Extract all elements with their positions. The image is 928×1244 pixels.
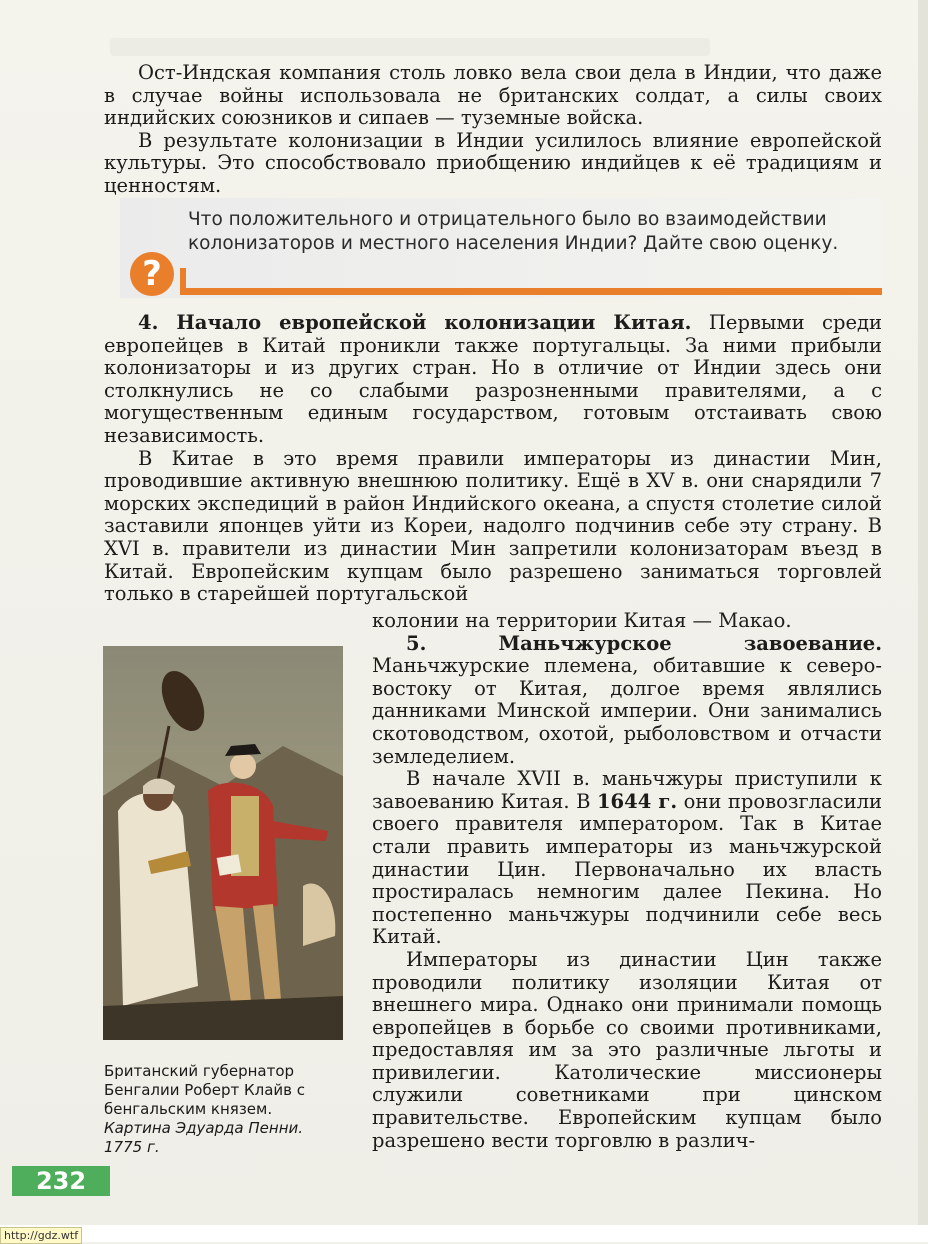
- question-rule: [180, 288, 882, 295]
- paragraph: В Китае в это время правили императоры из династии Мин, проводившие активную внешнюю политику. Ещё в XV в. они снарядили 7 морских экспедиций в район Индийского океана, а спустя столетие силой заставили японцев уйти из Кореи, надолго подчинив себе эту страну. В XVI в. правители из династии Мин запретили колонизаторам въезд в Китай. Европейским купцам было разрешено заниматься торговлей только в старейшей португальской: [104, 446, 882, 606]
- footer-bar: [0, 1225, 928, 1242]
- paragraph-text: они провозгласили своего правителя императором. Так в Китае стали править императоры из маньчжурской династии Цин. Первоначально их власть простиралась немногим далее Пекина. Но постепенно маньчжуры подчинили себе весь Китай.: [372, 789, 882, 949]
- section-5-paragraph: [372, 633, 882, 769]
- right-column: [372, 610, 882, 1152]
- site-link[interactable]: http://gdz.wtf: [0, 1227, 82, 1244]
- question-text: Что положительного и отрицательного было во взаимодействии колонизаторов и местного населения Индии? Дайте свою оценку.: [188, 209, 839, 254]
- section-heading: 5. Маньчжурское завоевание.: [406, 631, 882, 655]
- bleed-through-header: [110, 38, 710, 56]
- section-4: [104, 312, 882, 606]
- section-4-paragraph: [104, 312, 882, 448]
- paragraph-end: колонии на территории Китая — Макао.: [372, 609, 792, 632]
- caption-credit: Картина Эдуарда Пенни. 1775 г.: [104, 1119, 304, 1156]
- paragraph: Ост-Индская компания столь ловко вела свои дела в Индии, что даже в случае войны использовала не британских солдат, а силы своих индийских союзников и сипаев — туземные войска.: [104, 61, 882, 130]
- year-highlight: 1644 г.: [596, 789, 678, 813]
- section-heading: 4. Начало европейской колонизации Китая.: [138, 311, 692, 334]
- intro-text: [104, 62, 882, 198]
- paragraph: [372, 768, 882, 949]
- page-edge: [918, 0, 928, 1242]
- figure-caption: [104, 1062, 344, 1157]
- painting-illustration: [103, 646, 343, 1040]
- question-icon: ?: [130, 252, 174, 296]
- paragraph-text: Маньчжурские племена, обитавшие к северо-востоку от Китая, долгое время являлись данниками Минской империи. Они занимались скотоводством, охотой, рыболовством и отчасти земледелием.: [372, 654, 882, 768]
- page-number: 232: [12, 1166, 110, 1196]
- caption-title: Британский губернатор Бенгалии Роберт Клайв с бенгальским князем.: [104, 1062, 306, 1118]
- paragraph: В результате колонизации в Индии усилилось влияние европейской культуры. Это способствовало приобщению индийцев к её традициям и ценностям.: [104, 128, 882, 197]
- paragraph-text: Первыми среди европейцев в Китай проникли также португальцы. За ними прибыли колонизаторы и из других стран. Но в отличие от Индии здесь они столкнулись не со слабыми разрозненными правителями, а с могущественным единым государством, готовым отстаивать свою независимость.: [104, 311, 882, 447]
- paragraph: Императоры из династии Цин также проводили политику изоляции Китая от внешнего мира. Однако они принимали помощь европейцев в борьбе со своими противниками, предоставляя им за это различные льготы и привилегии. Католические миссионеры служили советниками при цинском правительстве. Европейским купцам было разрешено вести торговлю в различ-: [372, 947, 882, 1152]
- paragraph-text: В начале XVII в. маньчжуры приступили к завоеванию Китая. В: [372, 767, 882, 813]
